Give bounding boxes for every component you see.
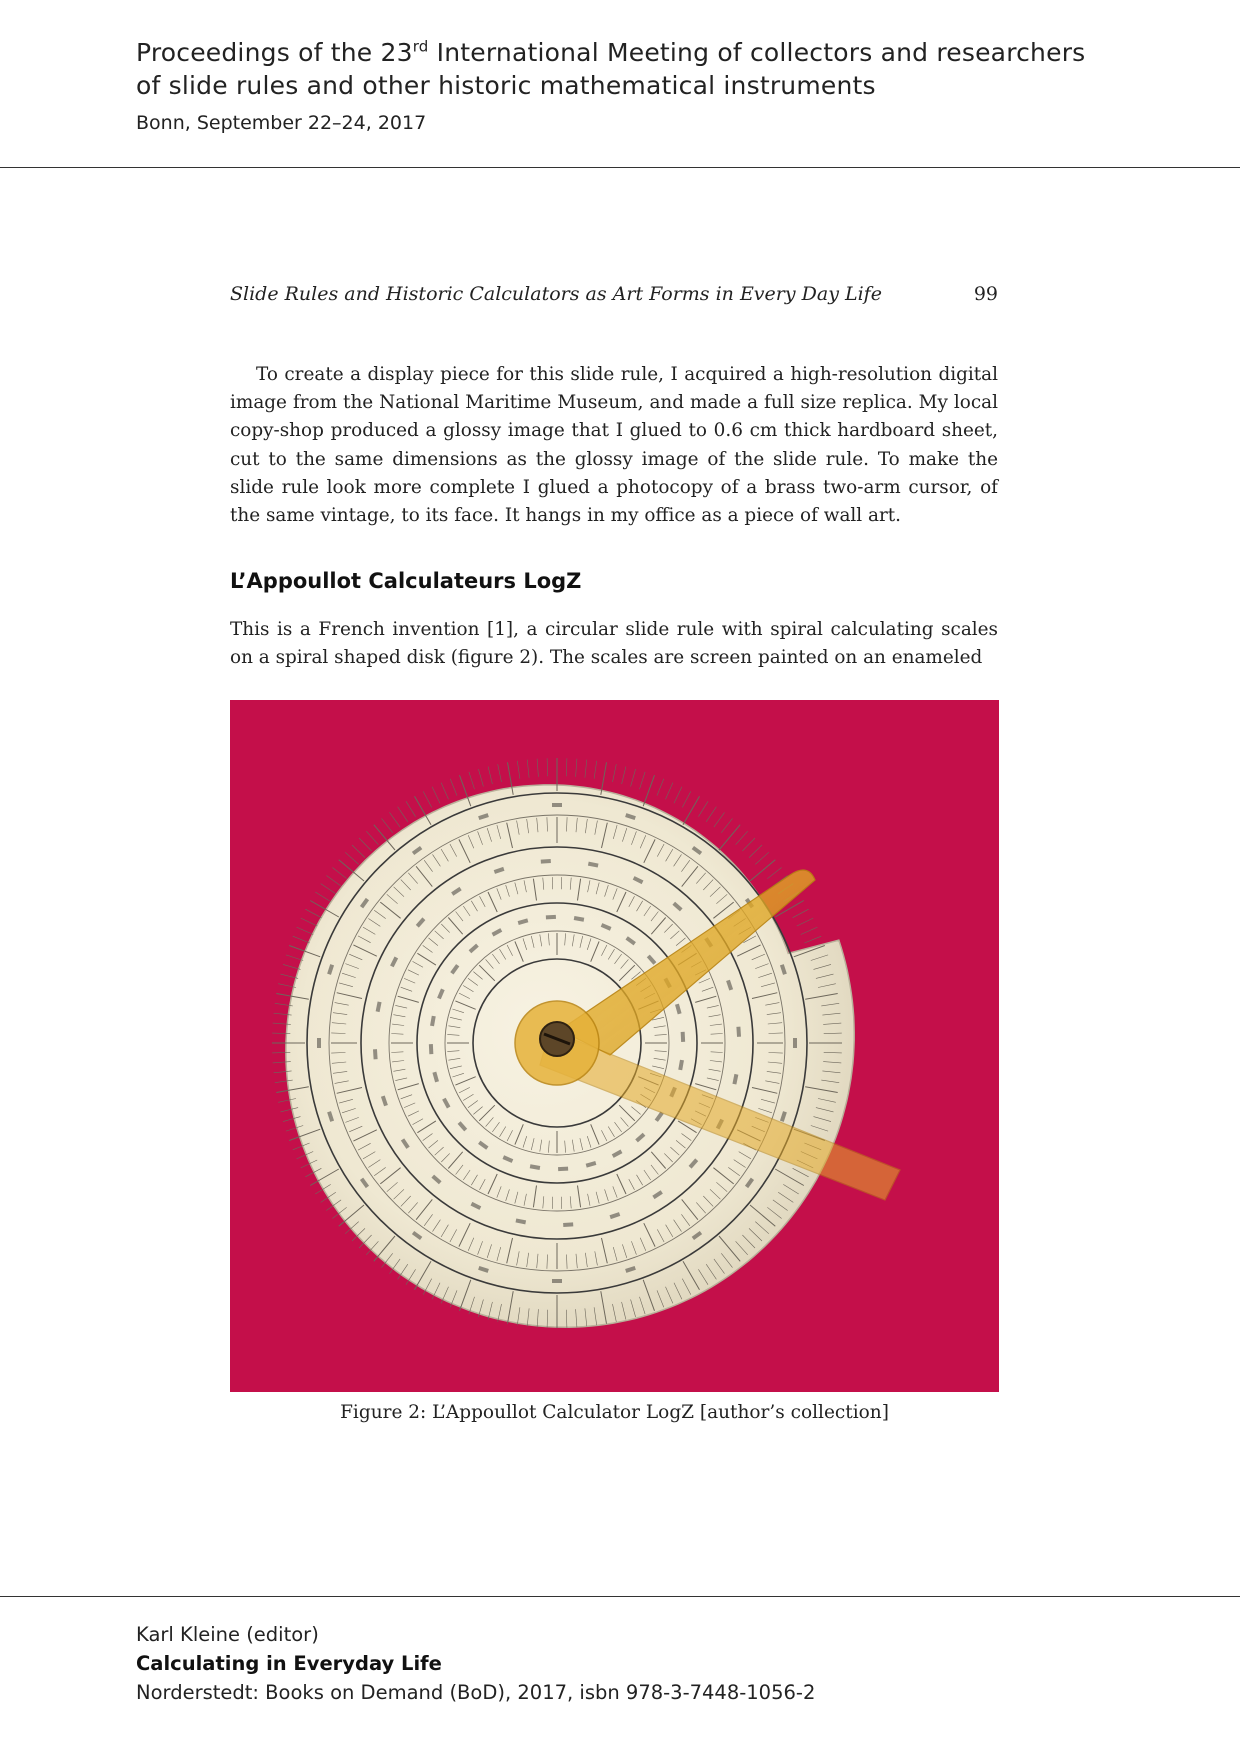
scale-tick — [321, 884, 336, 894]
scale-tick — [594, 761, 597, 779]
paragraph-2: This is a French invention [1], a circular slide rule with spiral calculating scales on a spiral shaped disk (figure 2). The scales are screen painted on an enameled — [230, 619, 998, 669]
running-head — [230, 283, 998, 305]
scale-tick — [423, 791, 432, 807]
scale-tick — [682, 791, 691, 807]
scale-tick — [698, 801, 708, 816]
proceedings-title-prefix: Proceedings of the 23 — [136, 38, 413, 67]
scale-tick — [585, 760, 587, 778]
proceedings-title-line2: of slide rules and other historic mathematical instruments — [136, 71, 876, 100]
scale-tick — [406, 801, 416, 816]
scale-tick — [721, 818, 732, 832]
scale-tick — [622, 767, 626, 785]
scale-tick — [478, 769, 483, 787]
scale-tick — [398, 807, 408, 822]
scale-tick — [450, 779, 457, 796]
scale-tick — [352, 845, 365, 858]
scale-tick — [736, 831, 748, 845]
scale-tick — [517, 761, 520, 779]
scale-tick — [804, 936, 821, 943]
scale-tick — [441, 783, 448, 800]
scale-tick — [742, 838, 755, 851]
running-head-title: Slide Rules and Historic Calculators as Art Forms in Every Day Life — [230, 283, 882, 305]
scale-tick — [657, 779, 664, 796]
scale-tick — [301, 918, 317, 926]
scale-tick — [293, 936, 310, 943]
scale-digit-mark — [541, 859, 551, 864]
scale-digit-mark — [317, 1038, 321, 1048]
scale-digit-mark — [563, 1222, 573, 1227]
proceedings-header — [136, 36, 1116, 134]
scale-tick — [527, 760, 529, 778]
scale-tick — [706, 807, 716, 822]
book-footer — [136, 1620, 815, 1707]
scale-tick — [755, 852, 769, 864]
scale-digit-mark — [736, 1027, 741, 1037]
scale-tick — [345, 852, 359, 864]
scale-tick — [801, 927, 818, 934]
scale-tick — [537, 759, 538, 777]
scale-digit-mark — [552, 803, 562, 807]
scale-tick — [366, 831, 378, 845]
book-editor: Karl Kleine (editor) — [136, 1623, 319, 1646]
scale-tick — [547, 758, 548, 776]
scale-tick — [286, 955, 303, 961]
scale-digit-mark — [681, 1032, 685, 1042]
scale-tick — [631, 769, 636, 787]
scale-tick — [488, 767, 492, 785]
scale-tick — [297, 927, 314, 934]
scale-tick — [390, 812, 401, 827]
scale-digit-mark — [558, 1167, 568, 1171]
figure-caption: Figure 2: L’Appoullot Calculator LogZ [author’s collection] — [340, 1402, 889, 1423]
proceedings-title-ordinal: rd — [412, 37, 429, 56]
footer-rule — [0, 1596, 1240, 1597]
proceedings-place-date: Bonn, September 22–24, 2017 — [136, 112, 427, 134]
scale-tick — [793, 909, 809, 918]
scale-tick — [749, 845, 762, 858]
scale-tick — [315, 892, 330, 902]
proceedings-title — [136, 36, 1116, 102]
scale-tick — [714, 812, 725, 827]
scale-tick — [719, 825, 740, 850]
scale-digit-mark — [552, 1279, 562, 1283]
scale-tick — [566, 758, 567, 776]
scale-tick — [359, 838, 372, 851]
scale-tick — [469, 772, 475, 789]
figure-photo — [230, 700, 999, 1392]
scale-tick — [601, 762, 607, 795]
scale-tick — [576, 759, 577, 777]
scale-tick — [498, 764, 502, 782]
paragraph-1: To create a display piece for this slide rule, I acquired a high-resolution digital image from the National Maritime Museum, and made a full size replica. My local copy-shop produced a glossy image that I glued to 0.6 cm thick hardboard sheet, cut to the same dimensions as the glossy image of the slide rule. To make the slide rule look more complete I glued a photocopy of a brass two-arm cursor, of the same vintage, to its face. It hangs in my office as a piece of wall art. — [230, 364, 998, 527]
scale-digit-mark — [793, 1038, 797, 1048]
scale-tick — [281, 974, 299, 978]
scale-tick — [305, 909, 321, 918]
scale-tick — [283, 964, 301, 969]
scale-tick — [432, 787, 440, 803]
page-number: 99 — [973, 283, 998, 305]
slide-rule-illustration — [230, 700, 999, 1392]
header-rule — [0, 167, 1240, 168]
scale-tick — [767, 868, 781, 879]
scale-tick — [683, 796, 700, 825]
book-publisher: Norderstedt: Books on Demand (BoD), 2017, isbn 978-3-7448-1056-2 — [136, 1681, 816, 1704]
book-title: Calculating in Everyday Life — [136, 1652, 442, 1675]
scale-tick — [640, 772, 646, 789]
scale-tick — [750, 860, 775, 881]
scale-tick — [332, 868, 346, 879]
scale-digit-mark — [373, 1049, 378, 1059]
scale-tick — [797, 918, 813, 926]
section-heading: L’Appoullot Calculateurs LogZ — [230, 569, 582, 593]
proceedings-title-rest: International Meeting of collectors and researchers — [428, 38, 1086, 67]
scale-tick — [666, 783, 673, 800]
scale-digit-mark — [546, 915, 556, 919]
scale-tick — [674, 787, 682, 803]
scale-tick — [643, 775, 654, 806]
scale-tick — [382, 818, 393, 832]
scale-tick — [613, 764, 617, 782]
scale-digit-mark — [429, 1044, 433, 1054]
scale-tick — [326, 876, 341, 887]
